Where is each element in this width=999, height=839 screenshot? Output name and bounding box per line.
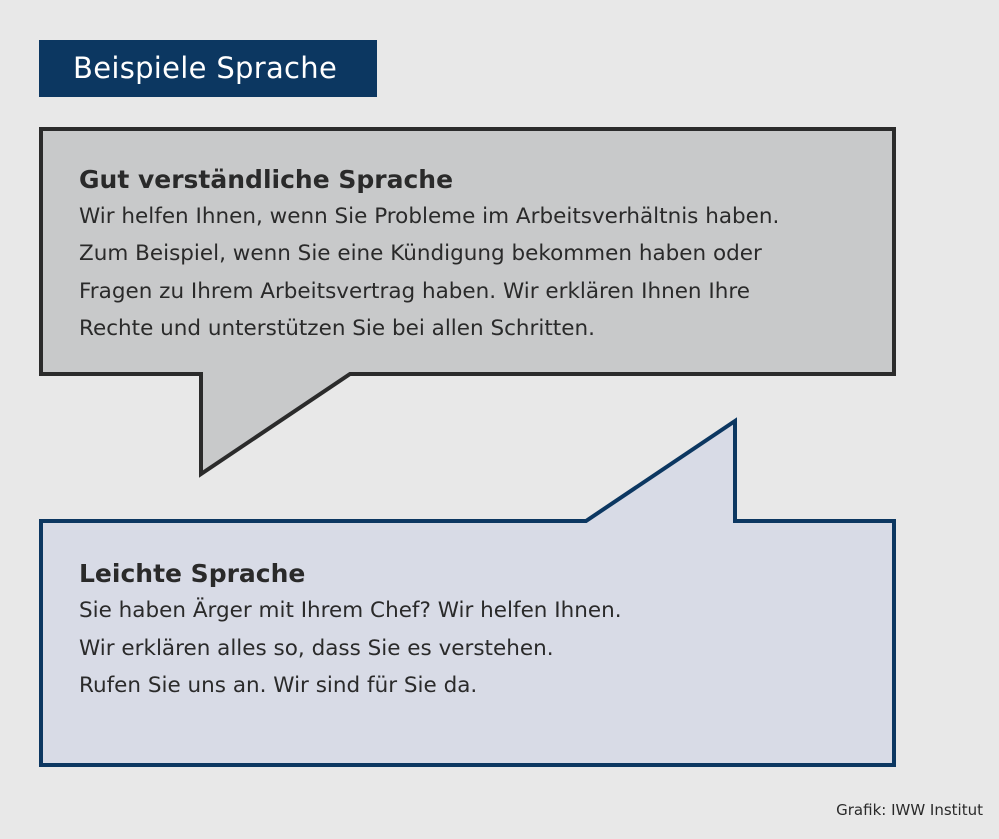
- bubble-leicht-text: [79, 556, 869, 705]
- bubble-gut-line: Zum Beispiel, wenn Sie eine Kündigung bekommen haben oder: [79, 241, 762, 267]
- bubble-gut-heading: Gut verständliche Sprache: [79, 165, 454, 194]
- bubble-leicht-heading: Leichte Sprache: [79, 559, 306, 588]
- bubble-gut-line: Rechte und unterstützen Sie bei allen Schritten.: [79, 315, 595, 341]
- bubble-leicht-line: Sie haben Ärger mit Ihrem Chef? Wir helfen Ihnen.: [79, 598, 622, 623]
- source-credit: Grafik: IWW Institut: [836, 801, 983, 819]
- bubble-gut-line: Fragen zu Ihrem Arbeitsvertrag haben. Wir erklären Ihnen Ihre: [79, 278, 750, 304]
- bubble-leicht-line: Rufen Sie uns an. Wir sind für Sie da.: [79, 673, 478, 698]
- page-title: Beispiele Sprache: [39, 40, 377, 97]
- bubble-gut-line: Wir helfen Ihnen, wenn Sie Probleme im Arbeitsverhältnis haben.: [79, 204, 780, 229]
- bubble-gut-text: [79, 162, 869, 347]
- bubble-leicht-line: Wir erklären alles so, dass Sie es verstehen.: [79, 635, 554, 661]
